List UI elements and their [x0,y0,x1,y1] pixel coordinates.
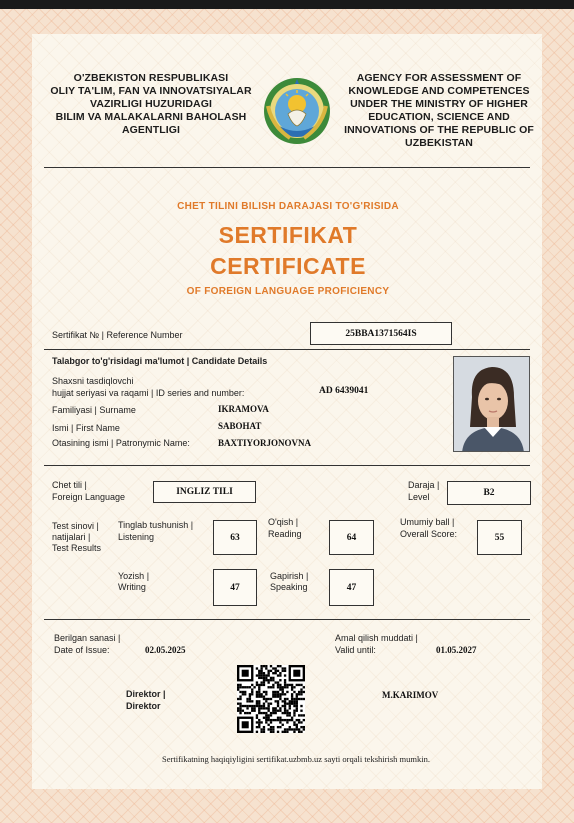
results-divider [44,619,530,620]
header-right-line: UZBEKISTAN [405,137,473,149]
language-label-line2: Foreign Language [52,492,126,502]
patronymic-label: Otasining ismi | Patronymic Name: [52,438,190,448]
test-results-label-line3: Test Results [52,543,102,553]
verification-note: Sertifikatning haqiqiyligini sertifikat.uzbmb.uz sayti orqali tekshirish mumkin. [162,754,430,764]
test-results-label-line2: natijalari | [52,532,91,542]
uzbekistan-coat-of-arms-icon [262,76,332,146]
reading-label-line1: O'qish | [268,517,299,527]
writing-label-line1: Yozish | [118,571,150,581]
speaking-score-box: 47 [329,569,374,606]
certificate-title-en: CERTIFICATE [210,253,366,279]
speaking-label-line1: Gapirish | [270,571,309,581]
header-right-line: INNOVATIONS OF THE REPUBLIC OF [344,124,534,136]
level-label-line1: Daraja | [408,480,440,490]
director-name: M.KARIMOV [382,690,439,700]
header-right-line: AGENCY FOR ASSESSMENT OF [356,72,522,84]
speaking-label-line2: Speaking [270,582,308,592]
first-name-value: SABOHAT [218,421,262,431]
listening-score-box: 63 [213,520,257,555]
overall-label-line2: Overall Score: [400,529,458,539]
certificate-subtitle-uz: CHET TILINI BILISH DARAJASI TO'G'RISIDA [177,201,399,212]
reference-divider [44,349,530,350]
issue-date-label-line2: Date of Issue: [54,645,110,655]
reference-number-box: 25BBA1371564IS [310,322,452,345]
issue-date-value: 02.05.2025 [145,645,186,655]
reading-label-line2: Reading [268,529,302,539]
candidate-section-label: Talabgor to'g'risidagi ma'lumot | Candidate Details [52,356,268,366]
listening-label-line1: Tinglab tushunish | [118,520,194,530]
header-left-line: VAZIRLIGI HUZURIDAGI [90,98,212,110]
header-left-org [40,72,262,137]
reading-score-box: 64 [329,520,374,555]
level-value-box: B2 [447,481,531,505]
language-label-line1: Chet tili | [52,480,87,490]
valid-until-value: 01.05.2027 [436,645,477,655]
language-value-box: INGLIZ TILI [153,481,256,503]
writing-label-line2: Writing [118,582,146,592]
valid-until-label-line2: Valid until: [335,645,376,655]
listening-label-line2: Listening [118,532,155,542]
surname-label: Familiyasi | Surname [52,405,136,415]
surname-value: IKRAMOVA [218,404,269,414]
director-label-line2: Direktor [126,701,161,711]
candidate-photo [453,356,530,452]
candidate-divider [44,465,530,466]
overall-label-line1: Umumiy ball | [400,517,455,527]
overall-score-box: 55 [477,520,522,555]
certificate-title-uz: SERTIFIKAT [218,222,358,248]
id-label-line2: hujjat seriyasi va raqami | ID series and number: [52,388,245,398]
writing-score-box: 47 [213,569,257,606]
header-divider [44,167,530,168]
header-left-line: AGENTLIGI [121,124,181,136]
id-label-line1: Shaxsni tasdiqlovchi [52,376,134,386]
header-right-line: EDUCATION, SCIENCE AND [368,111,510,123]
header-right-line: UNDER THE MINISTRY OF HIGHER [350,98,528,110]
top-bar [0,0,574,9]
header-left-line: BILIM VA MALAKALARNI BAHOLASH [55,111,247,123]
patronymic-value: BAXTIYORJONOVNA [218,438,312,448]
header-right-org [334,72,544,150]
reference-label: Sertifikat № | Reference Number [52,330,183,340]
level-label-line2: Level [408,492,430,502]
issue-date-label-line1: Berilgan sanasi | [54,633,121,643]
header-left-line: OLIY TA'LIM, FAN VA INNOVATSIYALAR [50,85,252,97]
header-left-line: O'ZBEKISTON RESPUBLIKASI [73,72,229,84]
id-number-value: AD 6439041 [319,386,369,396]
first-name-label: Ismi | First Name [52,423,120,433]
header-right-line: KNOWLEDGE AND COMPETENCES [348,85,530,97]
director-label-line1: Direktor | [126,689,166,699]
qr-code-icon [237,665,305,733]
valid-until-label-line1: Amal qilish muddati | [335,633,418,643]
test-results-label-line1: Test sinovi | [52,521,99,531]
certificate-subtitle-en: OF FOREIGN LANGUAGE PROFICIENCY [186,286,390,297]
